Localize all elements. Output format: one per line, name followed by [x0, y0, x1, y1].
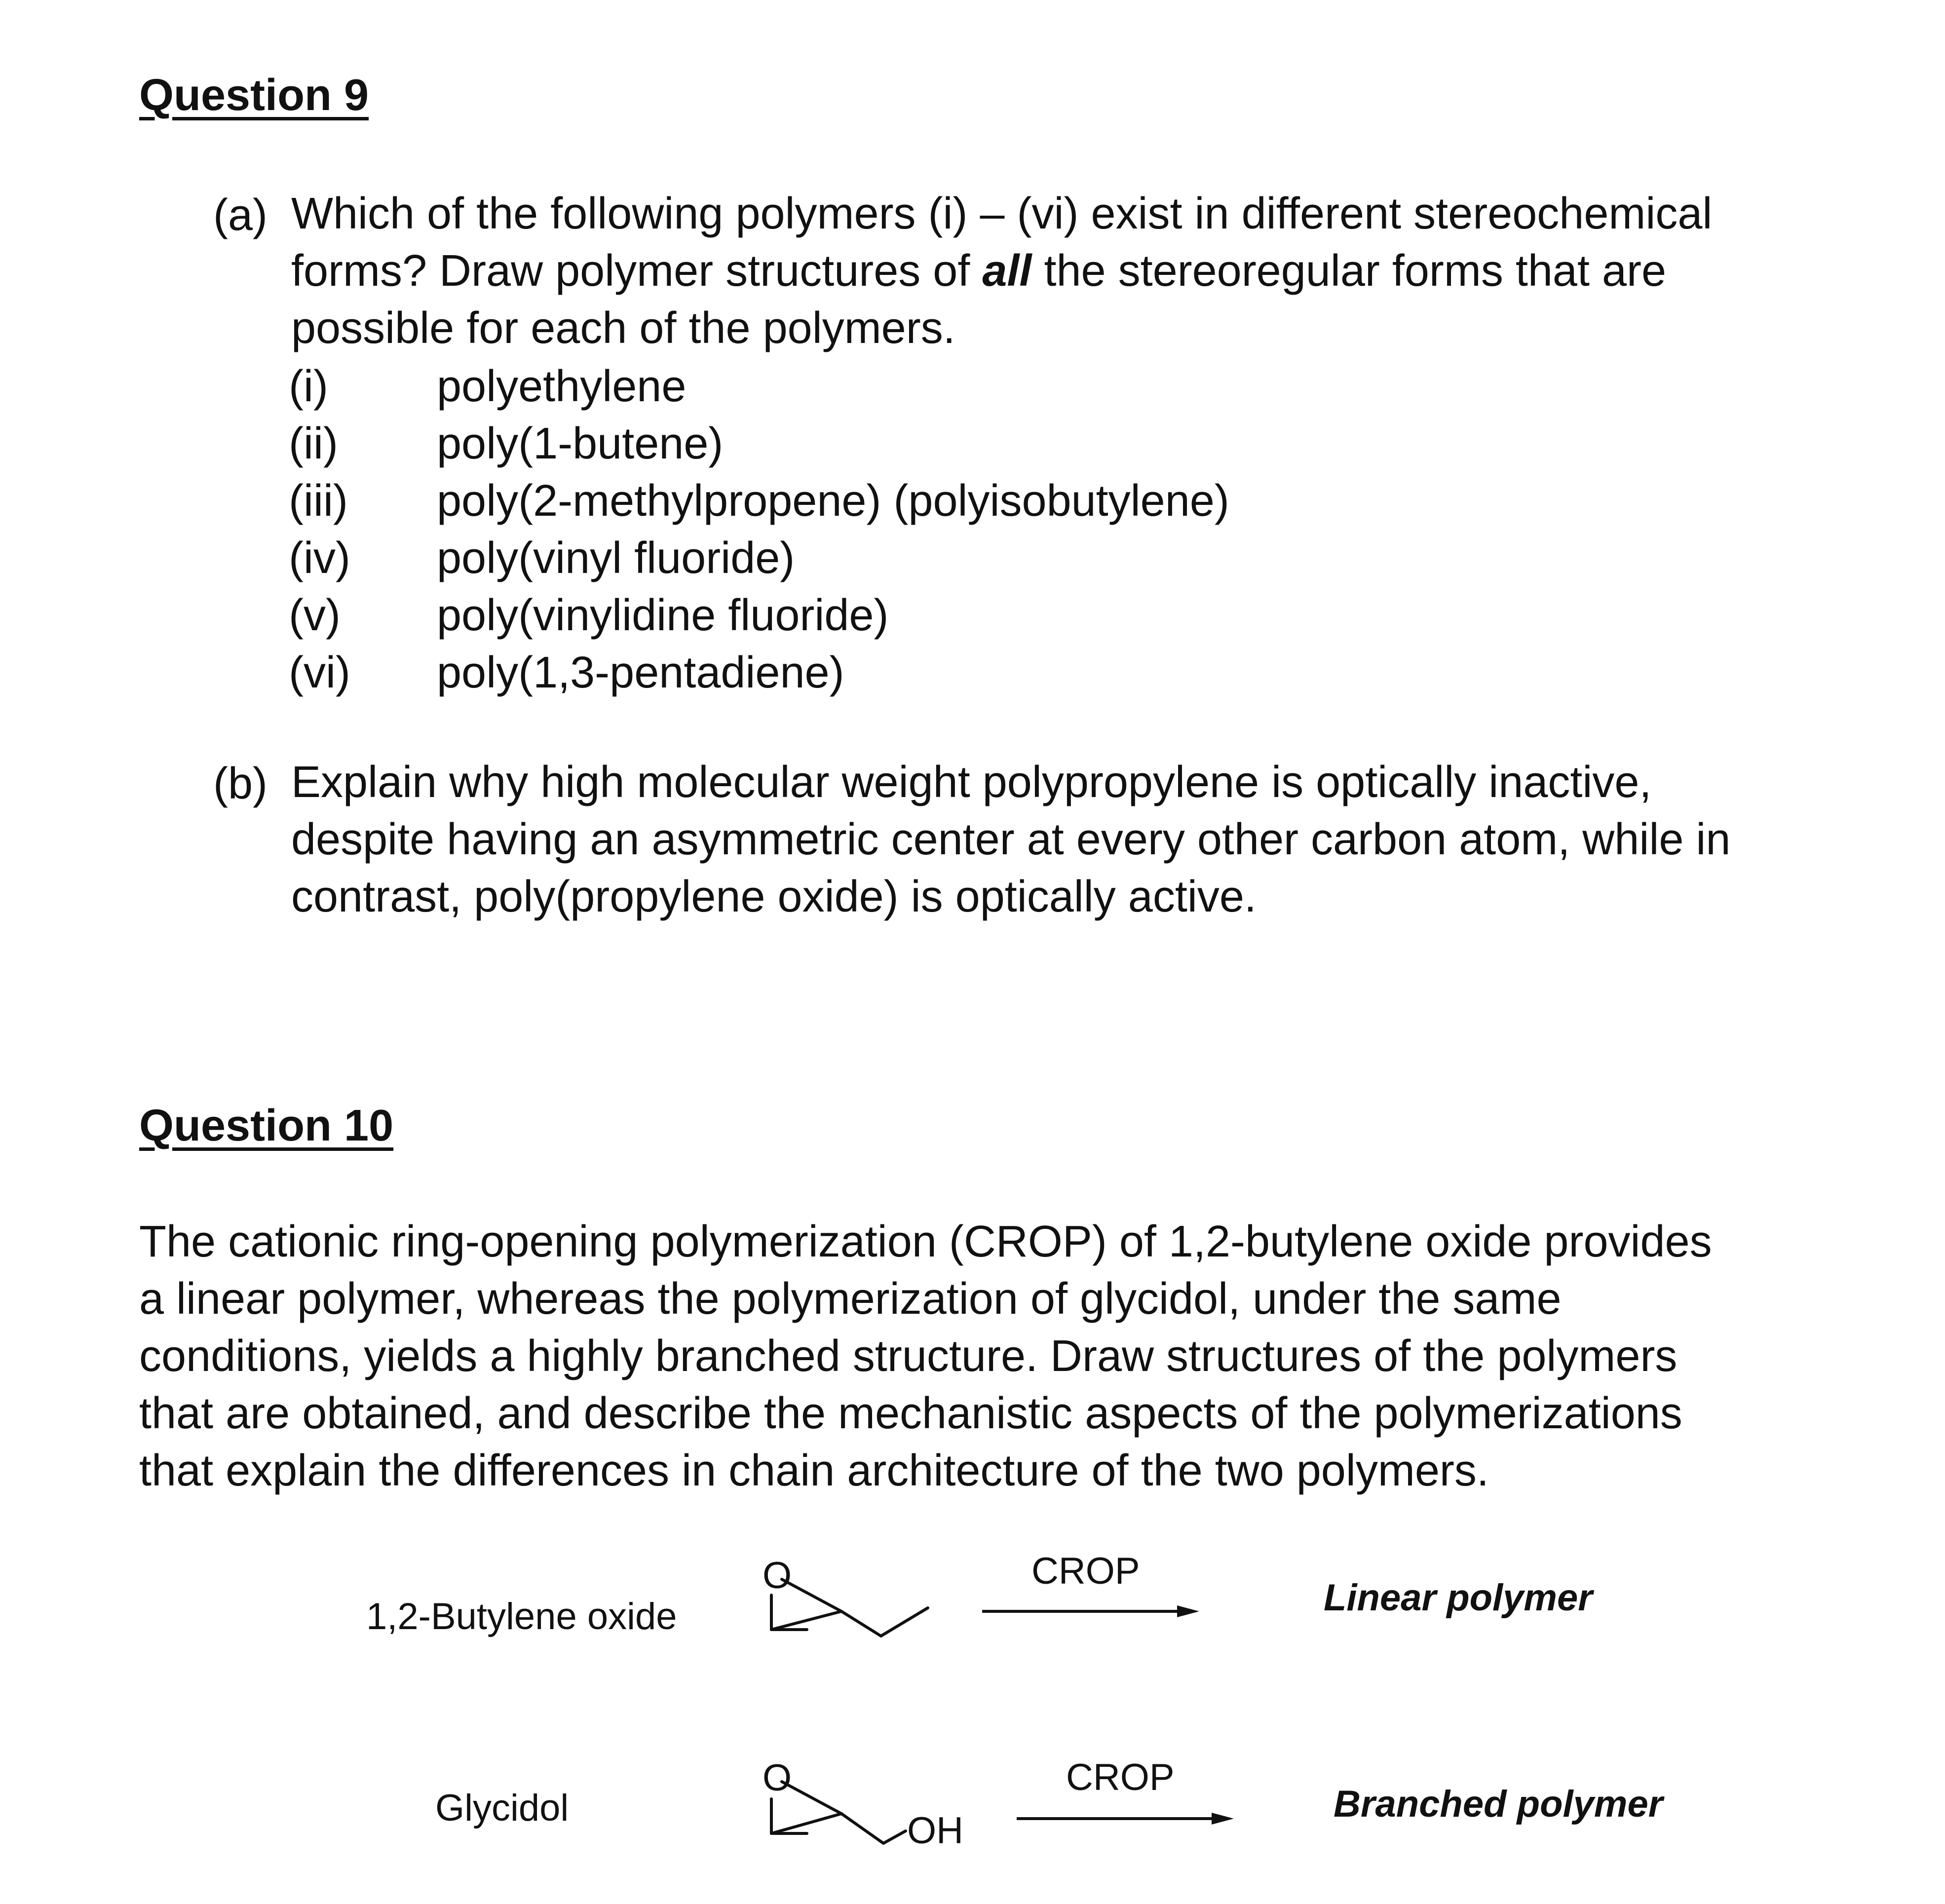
part-a-emphasis: all [982, 246, 1032, 296]
condition-label-crop: CROP [1031, 1550, 1140, 1592]
list-item-number: (iv) [289, 533, 350, 583]
part-a-line-2 [291, 242, 1666, 300]
part-b-line-2: despite having an asymmetric center at every other carbon atom, while in [291, 815, 1731, 864]
product-label-branched-polymer: Branched polymer [1334, 1783, 1663, 1825]
reactant-label-glycidol: Glycidol [435, 1787, 569, 1829]
list-item-name: poly(vinyl fluoride) [437, 533, 795, 583]
hydroxyl-group-label: OH [907, 1810, 963, 1852]
q10-paragraph-line-1: The cationic ring-opening polymerization (CROP) of 1,2-butylene oxide provides [139, 1217, 1712, 1266]
part-b-line-1: Explain why high molecular weight polypropylene is optically inactive, [291, 758, 1652, 807]
product-label-linear-polymer: Linear polymer [1324, 1577, 1593, 1619]
part-a-line-2-post: the stereoregular forms that are [1031, 246, 1667, 296]
list-item-name: poly(1-butene) [437, 419, 724, 468]
list-item-name: poly(vinylidine fluoride) [437, 591, 889, 640]
reaction-arrow [1017, 1809, 1234, 1828]
list-item-name: poly(1,3-pentadiene) [437, 648, 844, 697]
oxygen-atom-label: O [763, 1555, 792, 1597]
list-item-name: polyethylene [437, 362, 686, 411]
q10-paragraph-line-3: conditions, yields a highly branched structure. Draw structures of the polymers [139, 1332, 1678, 1381]
part-b-line-3: contrast, poly(propylene oxide) is optically active. [291, 872, 1257, 921]
q10-paragraph-line-5: that explain the differences in chain architecture of the two polymers. [139, 1446, 1489, 1495]
list-item-number: (iii) [289, 476, 348, 526]
part-a-line-2-pre: forms? Draw polymer structures of [291, 246, 983, 296]
q10-paragraph-line-2: a linear polymer, whereas the polymerization of glycidol, under the same [139, 1274, 1562, 1324]
list-item-number: (ii) [289, 419, 338, 468]
part-a-line-1: Which of the following polymers (i) – (vi) exist in different stereochemical [291, 189, 1713, 238]
part-a-label: (a) [213, 190, 267, 240]
list-item-number: (vi) [289, 648, 350, 697]
reaction-arrow [982, 1601, 1199, 1621]
condition-label-crop: CROP [1066, 1756, 1175, 1798]
list-item-number: (v) [289, 591, 341, 640]
oxygen-atom-label: O [763, 1757, 792, 1799]
question-9-heading: Question 9 [139, 71, 369, 120]
part-b-label: (b) [213, 759, 267, 808]
butylene-oxide-structure [740, 1550, 948, 1658]
part-a-line-3: possible for each of the polymers. [291, 304, 955, 353]
reactant-label-butylene-oxide: 1,2-Butylene oxide [366, 1596, 677, 1637]
q10-paragraph-line-4: that are obtained, and describe the mechanistic aspects of the polymerizations [139, 1389, 1682, 1438]
list-item-number: (i) [289, 362, 328, 411]
question-10-heading: Question 10 [139, 1101, 394, 1150]
glycidol-structure [740, 1752, 997, 1861]
list-item-name: poly(2-methylpropene) (polyisobutylene) [437, 476, 1229, 526]
